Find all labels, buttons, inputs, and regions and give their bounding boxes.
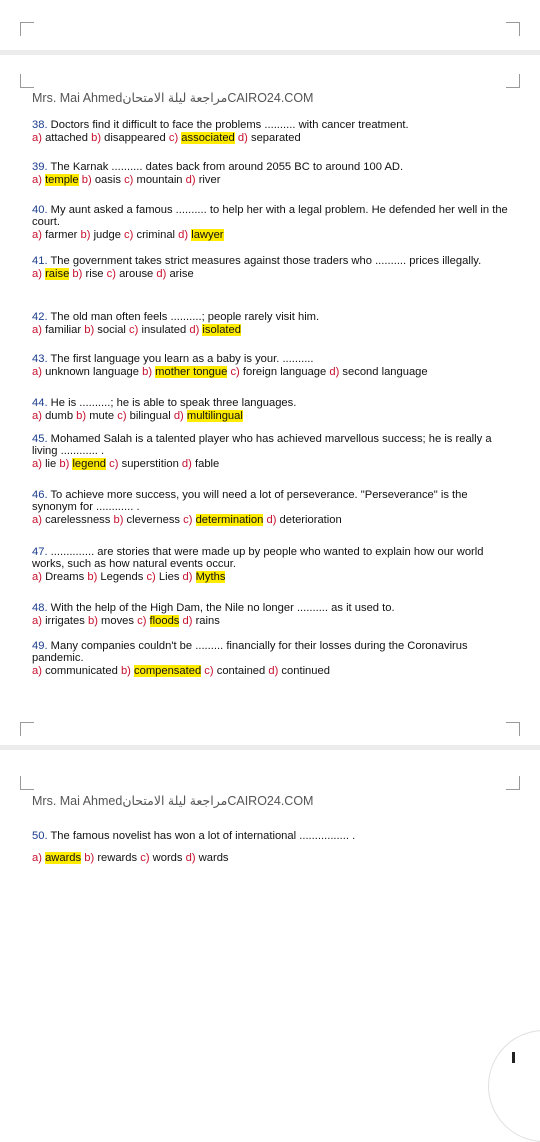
option-text: unknown language [45, 366, 139, 378]
question-blank: ............ [96, 501, 134, 513]
option-letter: c) [230, 366, 240, 378]
answer-options [32, 132, 510, 144]
question-item [32, 602, 510, 627]
question-stem [32, 255, 510, 267]
site-name: CAIRO24.COM [227, 794, 314, 808]
question-item [32, 311, 510, 336]
question-item [32, 161, 510, 186]
question-text-end: prices illegally. [409, 255, 482, 267]
option-text: second language [342, 366, 428, 378]
option-letter: b) [113, 514, 124, 526]
option-letter: a) [32, 571, 42, 583]
option-text: carelessness [45, 514, 111, 526]
option-text: foreign language [242, 366, 327, 378]
option-letter: b) [59, 458, 70, 470]
page-header [32, 793, 313, 808]
question-text-end: . [136, 501, 140, 513]
option-text: arouse [119, 268, 154, 280]
question-number: 44. [32, 397, 48, 409]
crop-mark [20, 74, 34, 88]
question-text: With the help of the High Dam, the Nile no longer [50, 602, 294, 614]
correct-answer: awards [45, 852, 82, 864]
option-text: bilingual [129, 410, 171, 422]
question-text-end: are stories that were made up by people who wanted to explain how our world works, such as how natural events occur. [32, 546, 484, 570]
option-letter: c) [168, 132, 179, 144]
option-letter: a) [32, 615, 42, 627]
question-text-end: to help her with a legal problem. He defended her well in the court. [32, 204, 508, 228]
question-item [32, 119, 510, 144]
question-blank: .......... [296, 602, 329, 614]
question-number: 46. [32, 489, 48, 501]
question-item [32, 353, 510, 378]
option-letter: a) [32, 174, 42, 186]
option-letter: a) [32, 132, 42, 144]
option-letter: c) [124, 229, 134, 241]
correct-answer: lawyer [191, 229, 224, 241]
question-item [32, 546, 510, 583]
question-text: The first language you learn as a baby is your. [50, 353, 280, 365]
question-blank: .......... [375, 255, 407, 267]
option-text: continued [281, 665, 330, 677]
option-text: farmer [45, 229, 78, 241]
question-stem [32, 353, 510, 365]
option-text: rains [195, 615, 220, 627]
option-letter: a) [32, 514, 42, 526]
option-letter: b) [91, 132, 102, 144]
answer-options [32, 571, 510, 583]
option-text: Lies [158, 571, 180, 583]
correct-answer: floods [149, 615, 180, 627]
option-text: rise [85, 268, 104, 280]
correct-answer: compensated [134, 665, 202, 677]
option-letter: d) [178, 229, 189, 241]
answer-options [32, 458, 510, 470]
option-letter: a) [32, 852, 42, 864]
answer-options [32, 268, 510, 280]
option-letter: d) [329, 366, 340, 378]
option-letter: d) [266, 514, 277, 526]
question-stem [32, 640, 510, 664]
question-blank: .......... [111, 161, 143, 173]
question-blank: .......... [282, 353, 314, 365]
option-letter: c) [146, 571, 156, 583]
question-blank: .......... [264, 119, 296, 131]
question-text-end: as it used to. [331, 602, 395, 614]
crop-mark [20, 722, 34, 736]
correct-answer: Myths [195, 571, 226, 583]
option-text: river [198, 174, 221, 186]
option-letter: a) [32, 410, 42, 422]
option-letter: a) [32, 229, 42, 241]
question-text-end: with cancer treatment. [298, 119, 409, 131]
question-number: 47. [32, 546, 48, 558]
correct-answer: legend [72, 458, 107, 470]
question-stem [32, 311, 510, 323]
question-number: 48. [32, 602, 48, 614]
answer-options [32, 410, 510, 422]
option-letter: b) [76, 410, 87, 422]
option-letter: d) [173, 410, 184, 422]
answer-options [32, 615, 510, 627]
answer-options [32, 852, 510, 864]
option-letter: a) [32, 665, 42, 677]
question-stem [32, 489, 510, 513]
header-arabic: مراجعة ليلة الامتحان [122, 794, 228, 808]
option-text: oasis [94, 174, 121, 186]
header-arabic: مراجعة ليلة الامتحان [122, 91, 228, 105]
correct-answer: determination [195, 514, 264, 526]
answer-options [32, 665, 510, 677]
option-text: separated [250, 132, 301, 144]
question-text: My aunt asked a famous [50, 204, 173, 216]
correct-answer: multilingual [186, 410, 243, 422]
option-letter: c) [109, 458, 119, 470]
question-number: 42. [32, 311, 48, 323]
option-letter: b) [142, 366, 153, 378]
answer-options [32, 514, 510, 526]
question-stem [32, 433, 510, 457]
question-text: To achieve more success, you will need a lot of perseverance. "Perseverance" is the synonym for [32, 489, 468, 513]
question-text-end: ; he is able to speak three languages. [110, 397, 297, 409]
option-text: cleverness [126, 514, 181, 526]
option-letter: b) [120, 665, 131, 677]
option-text: disappeared [104, 132, 166, 144]
question-stem [32, 204, 510, 228]
crop-mark [506, 722, 520, 736]
option-text: criminal [136, 229, 176, 241]
option-text: social [97, 324, 126, 336]
question-text: Mohamed Salah is a talented player who has achieved marvellous success; he is really a living [32, 433, 492, 457]
question-number: 38. [32, 119, 48, 131]
scroll-indicator [512, 1052, 515, 1063]
option-text: deterioration [279, 514, 342, 526]
question-text-end: ; people rarely visit him. [201, 311, 320, 323]
option-text: moves [101, 615, 134, 627]
option-text: lie [45, 458, 57, 470]
crop-mark [20, 22, 34, 36]
option-letter: d) [182, 571, 193, 583]
option-letter: d) [182, 615, 193, 627]
option-text: arise [169, 268, 194, 280]
question-blank: .............. [50, 546, 95, 558]
option-letter: b) [81, 174, 92, 186]
question-text: He is [50, 397, 77, 409]
option-letter: b) [87, 615, 98, 627]
question-stem [32, 602, 510, 614]
correct-answer: isolated [202, 324, 241, 336]
question-item [32, 489, 510, 526]
crop-mark [506, 776, 520, 790]
question-text: The old man often feels [50, 311, 168, 323]
answer-options [32, 366, 510, 378]
question-stem [32, 546, 510, 570]
option-text: mute [89, 410, 115, 422]
question-text-end: . [101, 445, 105, 457]
option-letter: d) [237, 132, 248, 144]
option-letter: a) [32, 366, 42, 378]
scroll-circle[interactable] [488, 1030, 540, 1142]
option-letter: a) [32, 458, 42, 470]
option-letter: b) [87, 571, 98, 583]
crop-mark [20, 776, 34, 790]
correct-answer: temple [45, 174, 79, 186]
question-text: The Karnak [50, 161, 109, 173]
page-header [32, 90, 313, 105]
option-text: fable [194, 458, 220, 470]
question-blank: .......... [170, 311, 202, 323]
author-name: Mrs. Mai Ahmed [32, 91, 123, 105]
page-gap [0, 745, 540, 750]
question-text: Many companies couldn't be [50, 640, 193, 652]
option-letter: a) [32, 324, 42, 336]
question-text: The government takes strict measures against those traders who [50, 255, 372, 267]
option-letter: b) [72, 268, 83, 280]
option-letter: d) [268, 665, 279, 677]
question-stem [32, 119, 510, 131]
question-item [32, 255, 510, 280]
option-letter: c) [183, 514, 193, 526]
question-number: 39. [32, 161, 48, 173]
option-text: communicated [45, 665, 118, 677]
author-name: Mrs. Mai Ahmed [32, 794, 123, 808]
option-text: contained [216, 665, 266, 677]
question-number: 40. [32, 204, 48, 216]
option-text: Dreams [45, 571, 85, 583]
question-number: 43. [32, 353, 48, 365]
option-letter: d) [181, 458, 192, 470]
option-letter: d) [189, 324, 200, 336]
option-text: mountain [136, 174, 183, 186]
option-text: judge [93, 229, 121, 241]
question-text: Doctors find it difficult to face the problems [50, 119, 262, 131]
option-letter: c) [137, 615, 147, 627]
option-text: attached [45, 132, 88, 144]
option-letter: b) [80, 229, 91, 241]
question-stem [32, 161, 510, 173]
option-text: rewards [97, 852, 138, 864]
option-text: irrigates [45, 615, 85, 627]
crop-mark [506, 74, 520, 88]
option-letter: d) [185, 852, 196, 864]
option-letter: d) [156, 268, 167, 280]
correct-answer: raise [45, 268, 70, 280]
question-item [32, 433, 510, 470]
option-letter: a) [32, 268, 42, 280]
option-letter: c) [204, 665, 214, 677]
question-text: The famous novelist has won a lot of international [50, 830, 297, 842]
question-blank: ......... [195, 640, 224, 652]
site-name: CAIRO24.COM [227, 91, 314, 105]
question-item [32, 204, 510, 241]
question-item [32, 830, 510, 864]
question-text-end: financially for their losses during the Coronavirus pandemic. [32, 640, 468, 664]
question-text-end: dates back from around 2055 BC to around 100 AD. [145, 161, 404, 173]
question-number: 50. [32, 830, 48, 842]
question-item [32, 640, 510, 677]
question-item [32, 397, 510, 422]
question-blank: .......... [79, 397, 111, 409]
option-letter: c) [117, 410, 127, 422]
option-text: insulated [141, 324, 187, 336]
option-text: words [152, 852, 183, 864]
question-blank: .......... [175, 204, 207, 216]
question-number: 49. [32, 640, 48, 652]
option-letter: c) [140, 852, 150, 864]
answer-options [32, 229, 510, 241]
question-text-end: . [352, 830, 356, 842]
option-letter: d) [185, 174, 196, 186]
answer-options [32, 174, 510, 186]
answer-options [32, 324, 510, 336]
option-text: superstition [121, 458, 179, 470]
crop-mark [506, 22, 520, 36]
question-blank: ............ [60, 445, 98, 457]
option-text: dumb [45, 410, 74, 422]
question-number: 45. [32, 433, 48, 445]
option-letter: c) [106, 268, 116, 280]
question-blank: ................ [299, 830, 349, 842]
correct-answer: mother tongue [155, 366, 228, 378]
page-gap [0, 50, 540, 55]
option-text: familiar [45, 324, 82, 336]
option-letter: b) [84, 852, 95, 864]
question-stem [32, 830, 510, 842]
option-letter: c) [129, 324, 139, 336]
question-number: 41. [32, 255, 48, 267]
option-text: Legends [100, 571, 144, 583]
option-letter: b) [84, 324, 95, 336]
correct-answer: associated [181, 132, 235, 144]
option-letter: c) [124, 174, 134, 186]
option-text: wards [198, 852, 229, 864]
question-stem [32, 397, 510, 409]
